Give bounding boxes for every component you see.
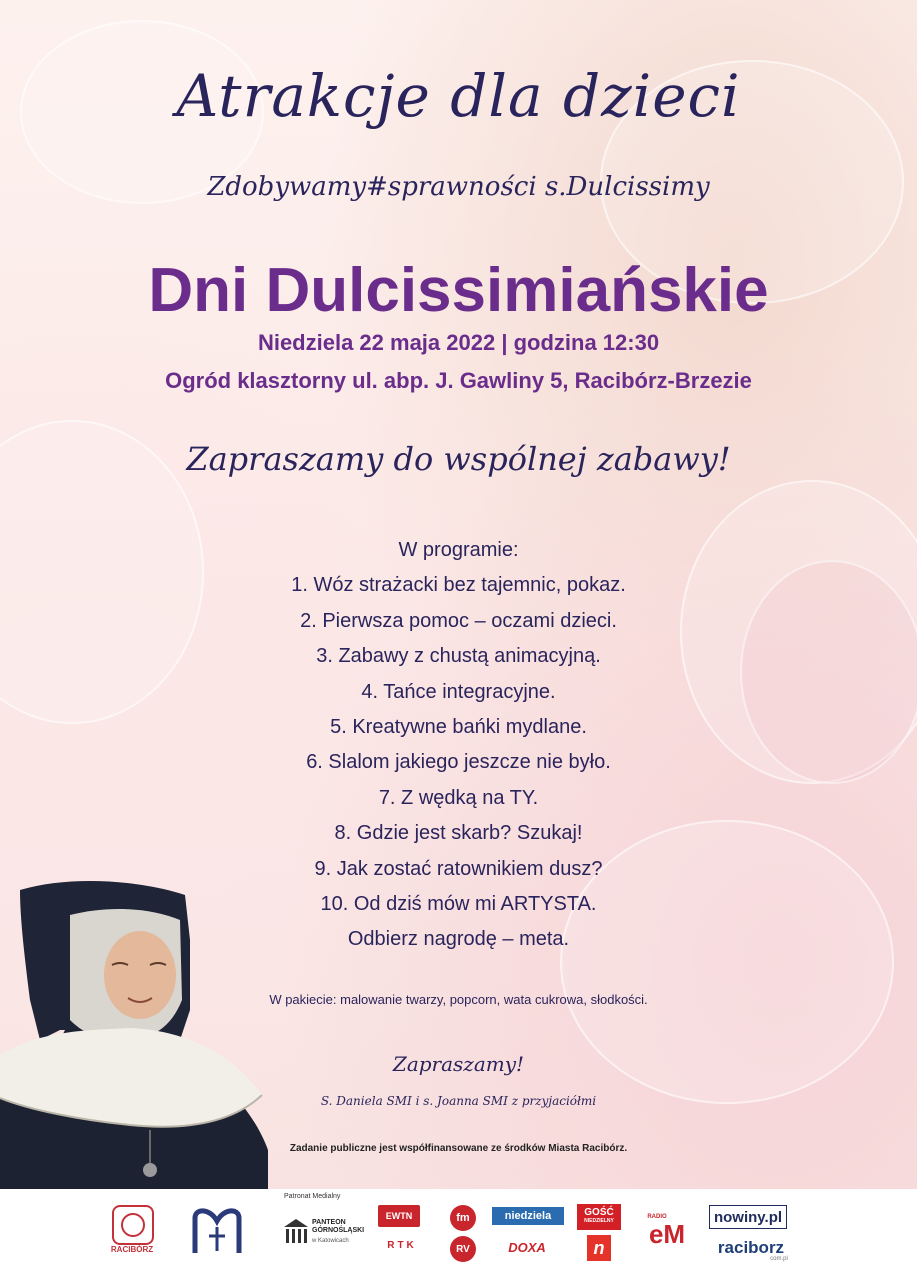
package-note: W pakiecie: malowanie twarzy, popcorn, wata cukrowa, słodkości. — [269, 992, 648, 1007]
funding-note: Zadanie publiczne jest współfinansowane ze środków Miasta Racibórz. — [289, 1143, 628, 1154]
ewtn-logo: EWTN — [378, 1205, 420, 1227]
raciborz-com-sub: com.pl — [770, 1256, 788, 1262]
sponsor-footer — [0, 1189, 917, 1280]
poster-subtitle: Zdobywamy#sprawności s.Dulcissimy — [207, 172, 710, 202]
program-heading: W programie: — [398, 539, 519, 561]
fm-radio-logo: fm — [450, 1205, 476, 1231]
doxa-radio-logo: DOXA — [508, 1239, 546, 1255]
program-item: 2. Pierwsza pomoc – oczami dzieci. — [300, 609, 617, 632]
panteon-building-icon — [283, 1218, 309, 1246]
nowiny-logo: nowiny.pl — [709, 1205, 787, 1229]
nun-portrait-image — [0, 880, 268, 1190]
raciborz-crest-icon — [112, 1205, 154, 1245]
program-item: 4. Tańce integracyjne. — [361, 680, 556, 703]
rtk-logo: RTK — [387, 1239, 417, 1251]
program-item: 1. Wóz strażacki bez tajemnic, pokaz. — [291, 574, 626, 597]
program-item: Odbierz nagrodę – meta. — [347, 928, 570, 951]
program-item: 6. Slalom jakiego jeszcze nie było. — [306, 751, 611, 774]
rv-radio-logo: RV — [450, 1236, 476, 1262]
gosc-logo-sub: NIEDZIELNY — [584, 1218, 614, 1224]
program-item: 5. Kreatywne bańki mydlane. — [330, 716, 587, 739]
program-item: 9. Jak zostać ratownikiem dusz? — [314, 857, 603, 880]
panteon-logo: PANTEON GÓRNOŚLĄSKI — [312, 1219, 365, 1234]
closing-signature: S. Daniela SMI i s. Joanna SMI z przyjaciółmi — [320, 1094, 597, 1108]
panteon-logo-sub: w Katowicach — [312, 1237, 349, 1244]
closing-invite: Zapraszamy! — [392, 1052, 525, 1076]
n-logo: n — [587, 1235, 611, 1261]
gosc-logo-text: GOŚĆ — [584, 1207, 614, 1218]
congregation-emblem-icon — [190, 1203, 244, 1259]
raciborz-com-logo: raciborz — [717, 1238, 785, 1257]
event-date: Niedziela 22 maja 2022 | godzina 12:30 — [257, 330, 660, 355]
media-patronage-label: Patronat Medialny — [284, 1193, 341, 1200]
invite-text: Zapraszamy do wspólnej zabawy! — [186, 440, 731, 478]
event-place: Ogród klasztorny ul. abp. J. Gawliny 5, Racibórz-Brzezie — [165, 368, 752, 393]
program-item: 7. Z wędką na TY. — [378, 786, 539, 809]
program-item: 8. Gdzie jest skarb? Szukaj! — [334, 822, 583, 845]
poster-title: Atrakcje dla dzieci — [176, 62, 741, 130]
event-name: Dni Dulcissimiańskie — [148, 256, 769, 325]
gosc-niedzielny-logo — [577, 1204, 621, 1230]
niedziela-logo: niedziela — [492, 1207, 564, 1225]
radio-em-logo: eM — [648, 1218, 686, 1249]
program-item: 10. Od dziś mów mi ARTYSTA. — [320, 893, 597, 916]
program-item: 3. Zabawy z chustą animacyjną. — [316, 645, 601, 668]
radio-em-label: RADIO — [647, 1214, 667, 1220]
raciborz-city-logo: RACIBÓRZ — [110, 1244, 154, 1254]
